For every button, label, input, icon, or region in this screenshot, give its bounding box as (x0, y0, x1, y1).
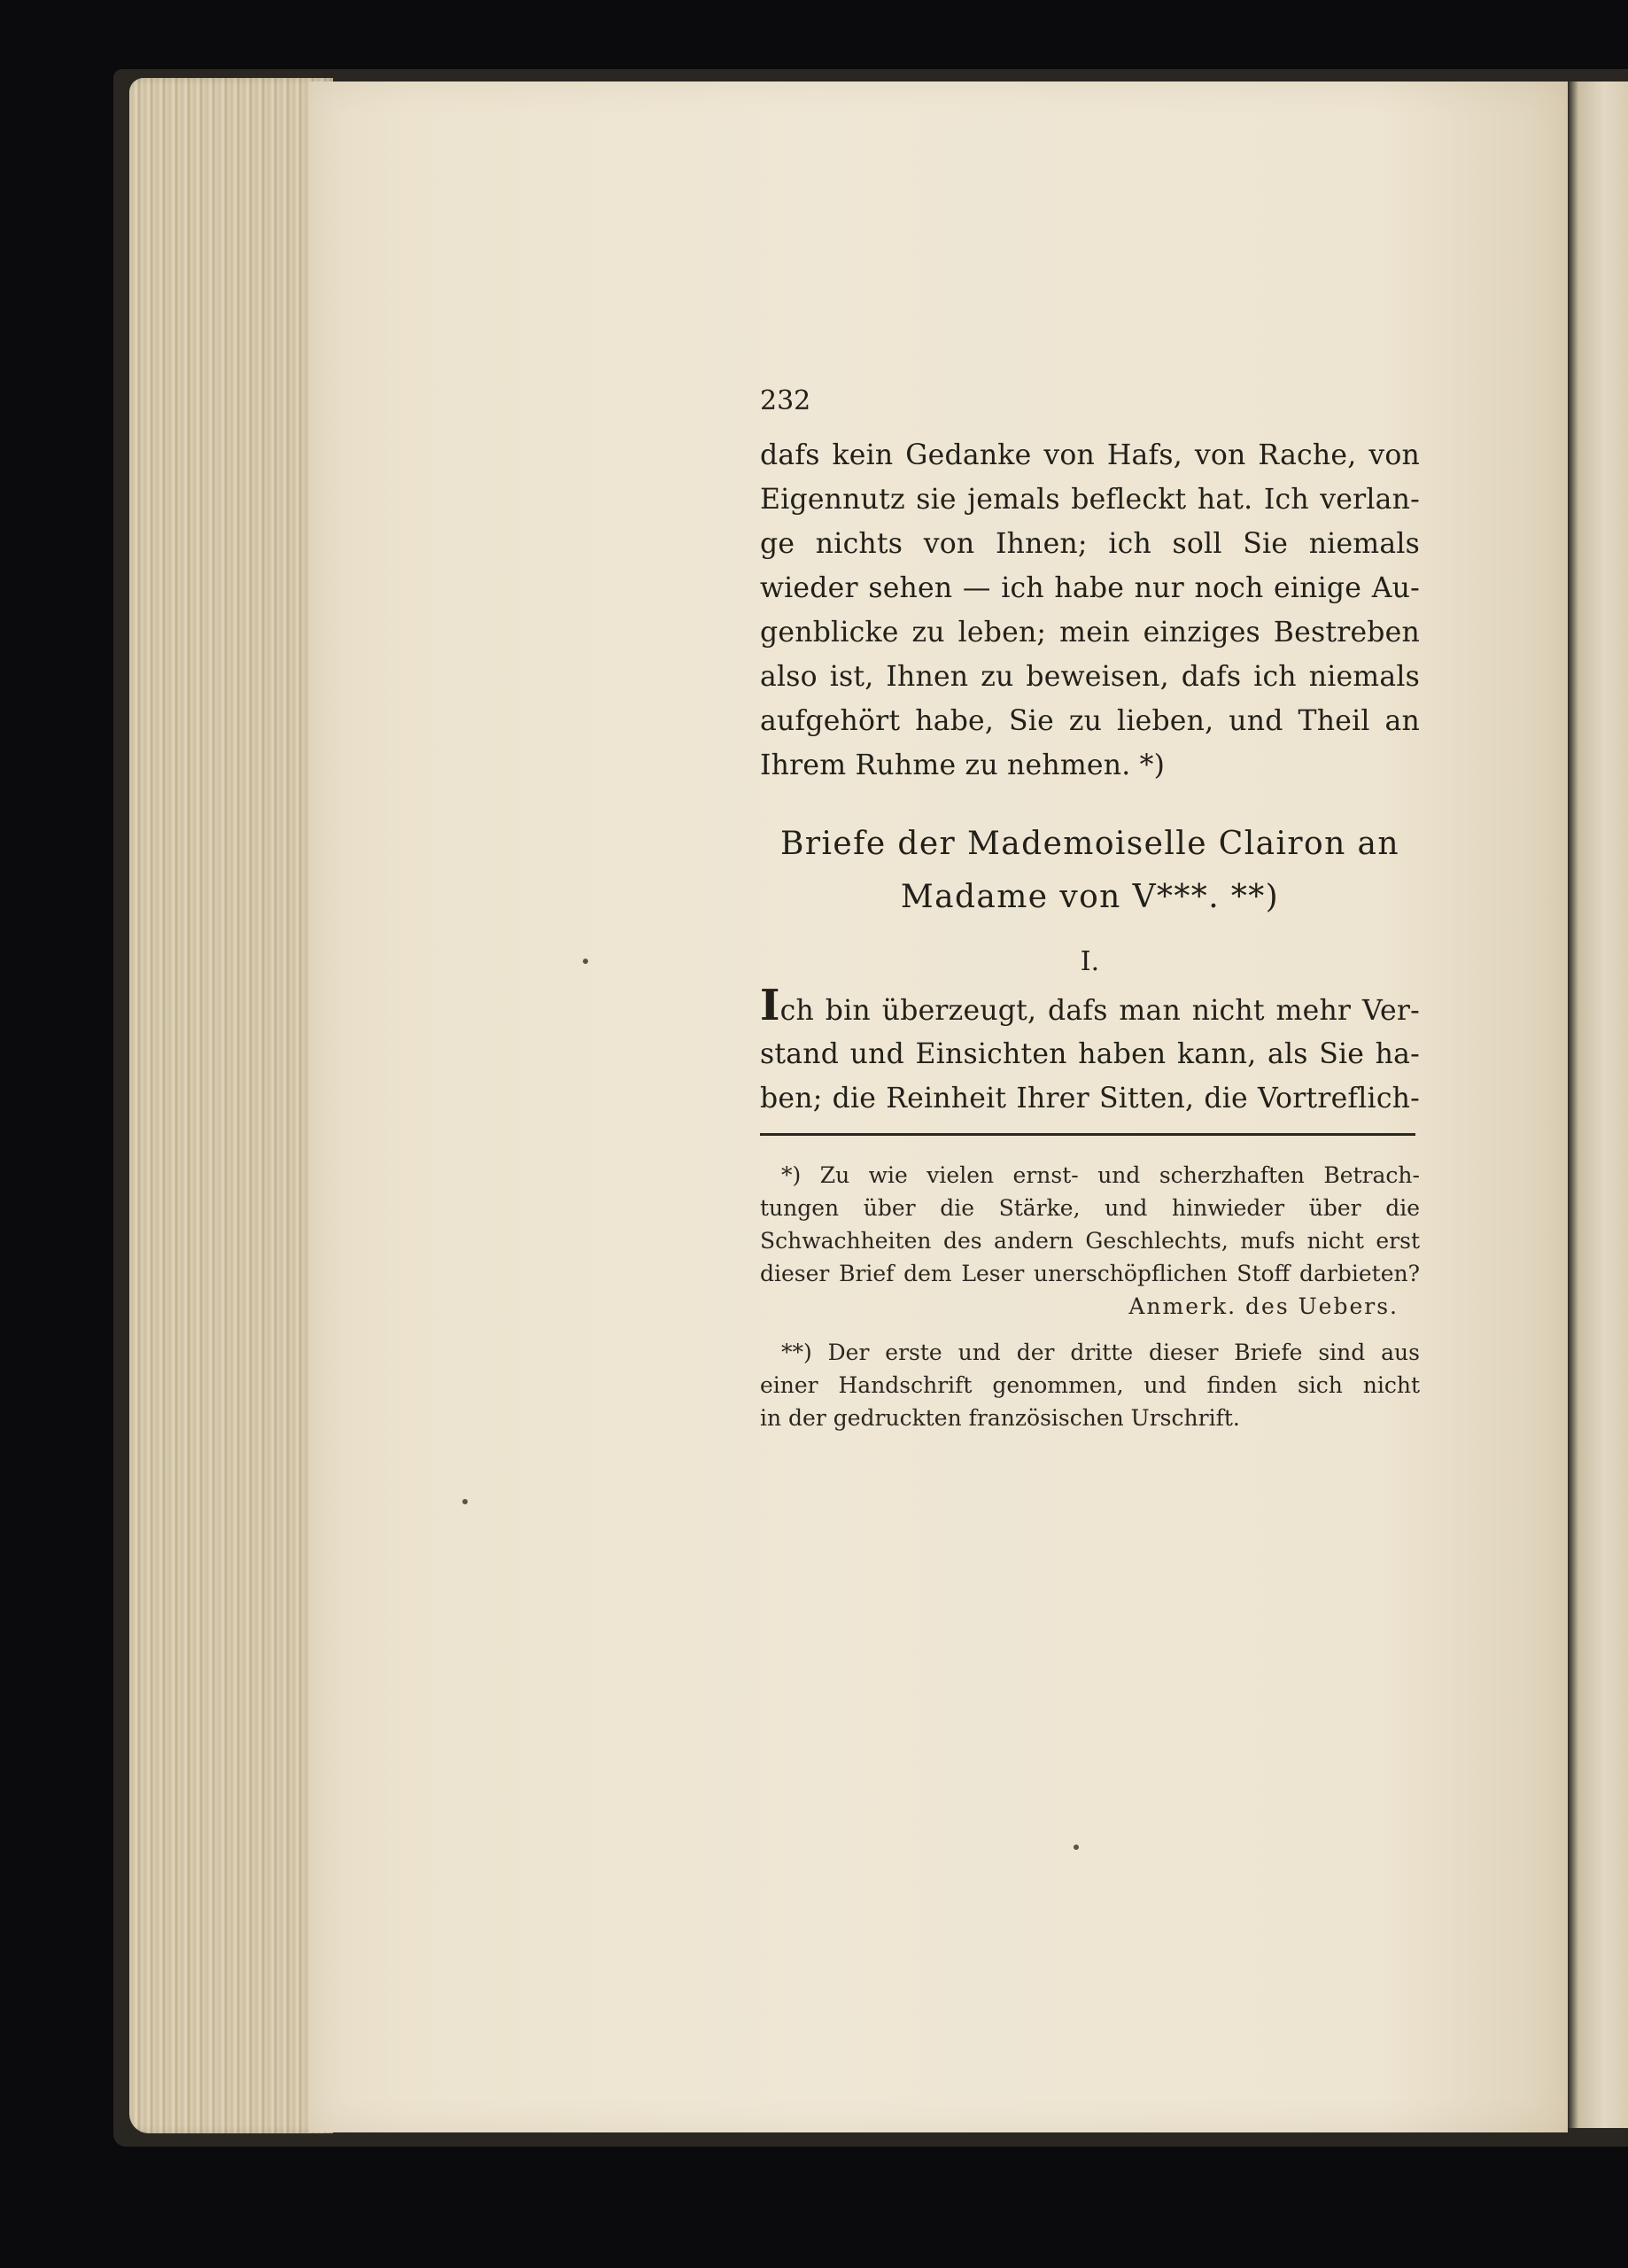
footnote-line: dieser Brief dem Leser unerschöpflichen Stoff darbieten? (760, 1261, 1420, 1286)
text-line-rest: ch bin überzeugt, dafs man nicht mehr Ver- (779, 995, 1420, 1027)
text-line: dafs kein Gedanke von Hafs, von Rache, von (760, 439, 1420, 471)
footnote-line: einer Handschrift genommen, und finden sich nicht (760, 1372, 1420, 1398)
section-heading-line-2: Madame von V***. **) (900, 879, 1280, 915)
text-line: ge nichts von Ihnen; ich soll Sie niemals (760, 528, 1420, 560)
text-line: ben; die Reinheit Ihrer Sitten, die Vortreflich- (760, 1083, 1420, 1115)
facing-page-edge (1568, 82, 1628, 2128)
text-line: Ihrem Ruhme zu nehmen. *) (760, 750, 1166, 781)
text-line (760, 981, 1420, 1032)
page-number: 232 (760, 385, 811, 416)
footnote-line: **) Der erste und der dritte dieser Briefe sind aus (781, 1340, 1420, 1365)
ink-speck (1074, 1845, 1079, 1850)
page-edges (129, 78, 333, 2133)
page-text (760, 385, 1420, 1434)
ink-speck (583, 959, 588, 964)
footnote-2 (760, 1336, 1420, 1434)
footnote-line: *) Zu wie vielen ernst- und scherzhaften Betrach- (781, 1162, 1420, 1188)
text-line: genblicke zu leben; mein einziges Bestreben (760, 617, 1420, 649)
text-line: stand und Einsichten haben kann, als Sie ha- (760, 1038, 1420, 1070)
continuation-paragraph (760, 433, 1420, 788)
text-line: also ist, Ihnen zu beweisen, dafs ich niemals (760, 661, 1420, 693)
footnote-line: tungen über die Stärke, und hinwieder über die (760, 1195, 1420, 1221)
text-line: Eigennutz sie jemals befleckt hat. Ich verlan- (760, 484, 1420, 516)
letter-numeral: I. (1080, 946, 1100, 977)
drop-cap: I (760, 981, 780, 1030)
footnote-signature: Anmerk. des Uebers. (1128, 1293, 1399, 1319)
footnote-1 (760, 1159, 1420, 1324)
footnote-line: in der gedruckten französischen Urschrift. (760, 1405, 1240, 1431)
text-line: wieder sehen — ich habe nur noch einige Au- (760, 572, 1420, 604)
footnote-rule (760, 1133, 1415, 1136)
ink-speck (462, 1499, 468, 1504)
letter-paragraph (760, 981, 1420, 1121)
text-line: aufgehört habe, Sie zu lieben, und Theil an (760, 705, 1420, 737)
footnotes (760, 1159, 1420, 1434)
footnote-line: Schwachheiten des andern Geschlechts, mufs nicht erst (760, 1228, 1420, 1254)
section-heading-line-1: Briefe der Mademoiselle Clairon an (780, 826, 1399, 862)
